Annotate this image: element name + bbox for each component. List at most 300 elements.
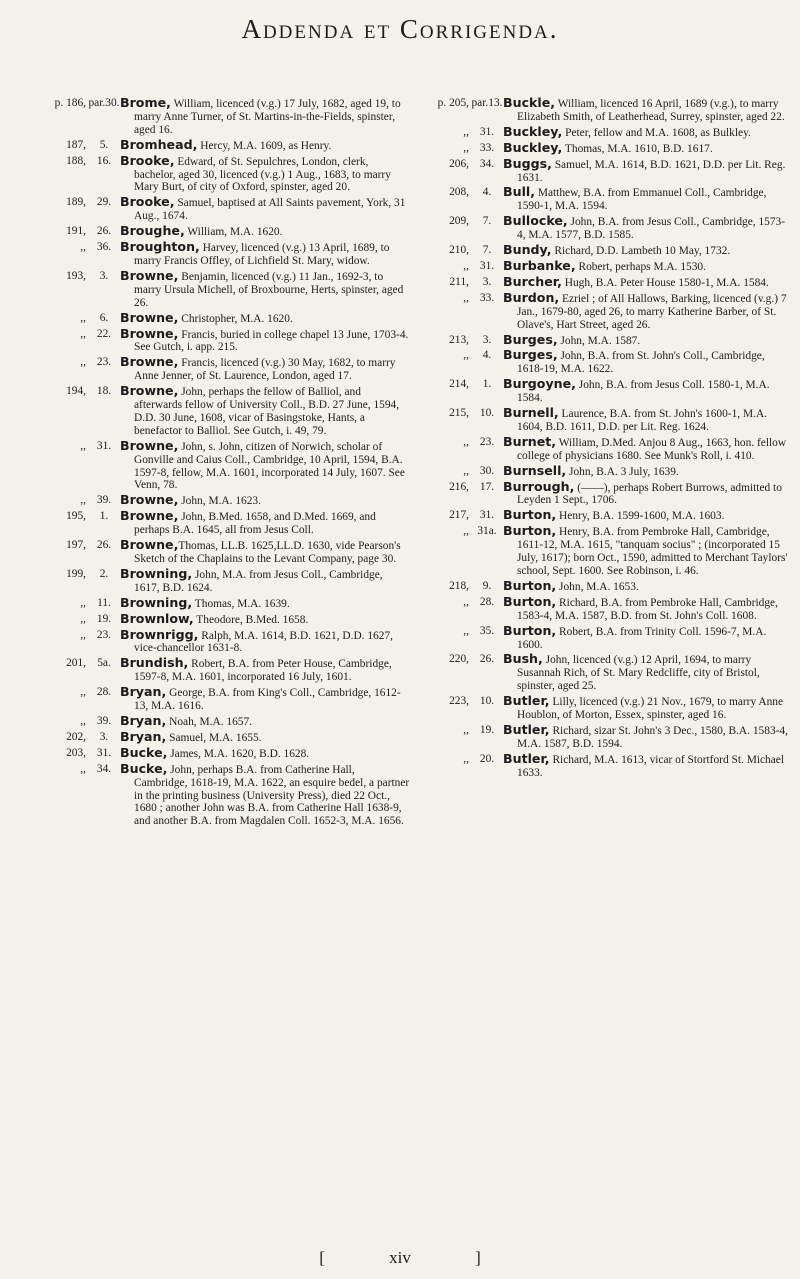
entry-name: Butler, [503, 721, 550, 737]
entry-page: 195, [66, 510, 86, 523]
left-column [28, 97, 410, 830]
entry-name: Broughe, [120, 223, 185, 239]
entry-page: ,, [80, 494, 86, 507]
entry-text: William, licenced (v.g.) 17 July, 1682, aged 19, to marry Anne Turner, of St. Martins-in-the-Fields, spinster, aged 16. [134, 98, 401, 136]
entry-page: 201, [66, 657, 86, 670]
entry-paragraph: 3. [99, 730, 109, 743]
entry-page: 213, [449, 333, 469, 346]
entry-text: William, licenced 16 April, 1689 (v.g.), to marry Elizabeth Smith, of Leatherhead, Surrey, spinster, aged 22. [517, 98, 785, 123]
entry-body [120, 356, 410, 383]
entry-paragraph: 39. [96, 714, 112, 727]
entry-body [503, 289, 793, 332]
entry-name: Brownlow, [120, 610, 194, 626]
entry-name: Buckle, [503, 95, 556, 110]
entry-body [503, 215, 793, 242]
entry-page: ,, [80, 686, 86, 699]
entry-paragraph: 5a. [97, 657, 111, 670]
entry-text: John, B.A. from Jesus Coll., Cambridge, 1573-4, M.A. 1577, B.D. 1585. [517, 216, 786, 242]
entry-name: Bullocke, [503, 213, 568, 229]
entry-text: William, M.A. 1620. [184, 226, 283, 239]
entry [411, 273, 793, 290]
entry-name: Browning, [120, 594, 193, 610]
entry-body [503, 622, 793, 652]
entry-text: John, perhaps the fellow of Balliol, and afterwards fellow of University Coll., B.D. 27 June, 1594, D.D. 30 June, 1608, vicar of Basingstoke, Hants, a benefactor to Balliol. See Gutch, i. 49, 79. [134, 386, 400, 437]
entry-body [120, 610, 410, 627]
entry-body [503, 257, 793, 274]
entry-body [503, 186, 793, 213]
entry-page: 220, [449, 653, 469, 666]
entry-text: Robert, perhaps M.A. 1530. [575, 260, 706, 273]
entry-paragraph: 39. [96, 494, 112, 507]
entry-page: 191, [66, 225, 86, 238]
entry-body [120, 152, 410, 195]
entry-name: Browne, [120, 383, 179, 399]
entry-text: Peter, fellow and M.A. 1608, as Bulkley. [562, 126, 751, 139]
entry-name: Bull, [503, 184, 535, 200]
entry-text: Henry, B.A. 1599-1600, M.A. 1603. [556, 510, 725, 523]
entry-body [503, 478, 793, 508]
entry-text: John, M.A. 1587. [557, 334, 641, 347]
entry-name: Buckley, [503, 139, 563, 155]
entry [28, 356, 410, 383]
entry [411, 378, 793, 405]
entry-paragraph: 19. [96, 612, 112, 625]
entry-body [503, 695, 793, 722]
entry-name: Bryan, [120, 728, 167, 744]
entry [28, 657, 410, 684]
entry [28, 744, 410, 761]
entry-name: Browne, [120, 492, 179, 508]
entry-paragraph: 3. [482, 275, 492, 288]
entry-paragraph: 36. [96, 241, 112, 254]
entry [28, 385, 410, 438]
entry-paragraph: 31. [479, 125, 495, 138]
entry [28, 309, 410, 326]
entry-name: Burcher, [503, 273, 562, 289]
entry-paragraph: 3. [482, 333, 492, 346]
entry [28, 325, 410, 355]
entry-paragraph: 19. [479, 723, 495, 736]
entry-page: 223, [449, 695, 469, 708]
entry-body [503, 525, 793, 578]
entry-body [120, 196, 410, 223]
entry-body [120, 267, 410, 310]
entry-body [120, 539, 410, 566]
entry-page: ,, [463, 595, 469, 608]
entry-paragraph: 9. [482, 579, 492, 592]
entry-text: John, B.Med. 1658, and D.Med. 1669, and perhaps B.A. 1645, all from Jesus Coll. [134, 511, 376, 537]
entry-paragraph: 31. [479, 259, 495, 272]
entry-paragraph: 10. [479, 695, 495, 708]
entry-body [503, 123, 793, 140]
entry-body [503, 273, 793, 290]
entry-body [503, 593, 793, 623]
entry [28, 626, 410, 656]
entry-page: 194, [66, 385, 86, 398]
entry-page: ,, [463, 464, 469, 477]
entry-text: Lilly, licenced (v.g.) 21 Nov., 1679, to marry Anne Houblon, of Morton, Essex, spinster, aged 16. [517, 696, 784, 722]
entry-body [120, 712, 410, 729]
entry-text: George, B.A. from King's Coll., Cambridge, 1612-13, M.A. 1616. [134, 687, 401, 713]
entry-body [120, 97, 410, 137]
entry-paragraph: 20. [479, 752, 495, 765]
entry-body [120, 728, 410, 745]
entry-body [120, 225, 410, 239]
entry-paragraph: 6. [99, 311, 109, 324]
entry-text: John, M.A. from Jesus Coll., Cambridge, 1617, B.D. 1624. [134, 568, 383, 594]
entry [411, 593, 793, 623]
entry-paragraph: 34. [479, 157, 495, 170]
entry-page: 189, [66, 196, 86, 209]
entry-paragraph: 31. [96, 746, 112, 759]
entry-paragraph: 2. [99, 567, 109, 580]
entry [28, 97, 410, 137]
entry-body [503, 155, 793, 185]
entry-name: Burges, [503, 331, 558, 347]
entry-name: Burton, [503, 507, 557, 523]
entry-paragraph: 31. [96, 439, 112, 452]
entry-page: 210, [449, 244, 469, 257]
entry [28, 760, 410, 829]
entry-body [503, 653, 793, 693]
entry-page: 199, [66, 567, 86, 580]
entry-paragraph: par.13. [471, 97, 503, 109]
entry-paragraph: 23. [96, 356, 112, 369]
entry [28, 152, 410, 195]
entry-body [120, 241, 410, 268]
entry-body [120, 626, 410, 656]
entry [28, 437, 410, 493]
entry [411, 525, 793, 578]
entry [411, 97, 793, 124]
entry-name: Bundy, [503, 242, 552, 258]
entry-name: Bryan, [120, 684, 167, 700]
entry-text: John, B.A. from Jesus Coll. 1580-1, M.A. 1584. [517, 379, 770, 405]
entry-paragraph: 4. [482, 349, 492, 362]
entry-page: 188, [66, 154, 86, 167]
entry-text: James, M.A. 1620, B.D. 1628. [167, 747, 310, 760]
entry-name: Butler, [503, 693, 550, 709]
entry-name: Bucke, [120, 760, 168, 776]
entry-text: Harvey, licenced (v.g.) 13 April, 1689, to marry Francis Offley, of Lichfield St. Mary, widow. [134, 242, 390, 267]
entry-name: Burbanke, [503, 257, 576, 273]
entry-name: Browne, [120, 325, 179, 341]
entry [411, 462, 793, 479]
entry [28, 610, 410, 627]
entry [411, 622, 793, 652]
entry-page: ,, [463, 624, 469, 637]
entry-paragraph: 23. [96, 628, 112, 641]
entry-text: Richard, M.A. 1613, vicar of Stortford St. Michael 1633. [517, 753, 785, 779]
entry-text: Hercy, M.A. 1609, as Henry. [197, 139, 332, 152]
entry-body [120, 136, 410, 153]
entry-body [120, 565, 410, 595]
entry-name: Butler, [503, 750, 550, 766]
entry-text: Hugh, B.A. Peter House 1580-1, M.A. 1584. [561, 276, 769, 289]
entry-paragraph: 5. [99, 138, 109, 151]
entry-body [503, 349, 793, 376]
entry [28, 712, 410, 729]
entry-paragraph: 10. [479, 407, 495, 420]
entry [28, 241, 410, 268]
entry [28, 225, 410, 239]
entry-name: Bromhead, [120, 136, 198, 152]
entry-paragraph: 1. [482, 378, 492, 391]
entry-page: ,, [463, 259, 469, 272]
entry-paragraph: 33. [479, 291, 495, 304]
entry-name: Burton, [503, 593, 557, 609]
entry-text: Ezriel ; of All Hallows, Barking, licenced (v.g.) 7 Jan., 1679-80, aged 26, to marry Katherine Barber, of St. Olave's, Hart Street, aged 26. [517, 292, 787, 331]
entry [411, 186, 793, 213]
entry-text: John, M.A. 1623. [178, 495, 261, 508]
entry-body [503, 139, 793, 156]
entry [411, 721, 793, 751]
entry-page: ,, [80, 327, 86, 340]
entry-name: Burgoyne, [503, 376, 576, 392]
entry [411, 509, 793, 523]
entry-text: John, M.A. 1653. [556, 580, 639, 593]
entry-name: Burges, [503, 347, 558, 363]
entry-paragraph: 31. [479, 509, 495, 522]
entry-text: Thomas, M.A. 1610, B.D. 1617. [562, 142, 713, 155]
entry-paragraph: 26. [479, 653, 495, 666]
entry-page: ,, [463, 141, 469, 154]
entry-name: Browne, [120, 508, 179, 524]
entry-body [120, 760, 410, 829]
entry-text: Richard, sizar St. John's 3 Dec., 1580, B.A. 1583-4, M.A. 1587, B.D. 1594. [517, 724, 788, 750]
entry-text: William, D.Med. Anjou 8 Aug., 1663, hon. fellow college of physicians 1680. See Munk's Roll, i. 410. [517, 436, 787, 462]
entry-body [120, 437, 410, 493]
right-column [411, 97, 793, 782]
entry-paragraph: 16. [96, 154, 112, 167]
entry-name: Browne, [120, 309, 179, 325]
entry-paragraph: 11. [97, 596, 111, 609]
entry [411, 750, 793, 780]
entry [411, 349, 793, 376]
entry-name: Brome, [120, 95, 171, 110]
entry [411, 289, 793, 332]
entry-text: John, B.A. from St. John's Coll., Cambridge, 1618-19, M.A. 1622. [517, 350, 765, 376]
entry-paragraph: 7. [482, 215, 492, 228]
entry-text: John, s. John, citizen of Norwich, scholar of Gonville and Caius Coll., Cambridge, 10 April, 1594, B.A. 1597-8, fellow, M.A. 1601, incorporated 14 July, 1607. See Venn, 78. [134, 440, 405, 492]
entry-body [503, 407, 793, 434]
entry-paragraph: 28. [96, 686, 112, 699]
entry-paragraph: 22. [96, 327, 112, 340]
entry-text: Samuel, baptised at All Saints pavement, York, 31 Aug., 1674. [134, 197, 406, 223]
entry-page: ,, [463, 125, 469, 138]
entry-paragraph: 18. [96, 385, 112, 398]
entry-page: 208, [449, 186, 469, 199]
entry-name: Burnsell, [503, 462, 567, 478]
entry [28, 267, 410, 310]
entry-body [503, 244, 793, 258]
entry-page: ,, [80, 762, 86, 775]
footer-close-bracket: ] [475, 1248, 481, 1267]
entry-name: Buggs, [503, 155, 552, 171]
entry-name: Bryan, [120, 712, 167, 728]
entry-body [503, 433, 793, 463]
entry-name: Broughton, [120, 239, 200, 255]
entry-page: ,, [80, 241, 86, 254]
entry-name: Burnell, [503, 405, 559, 421]
entry-body [120, 510, 410, 537]
page-title: Addenda et Corrigenda. [241, 14, 559, 44]
page-number-footer [0, 1248, 800, 1268]
entry-paragraph: 29. [96, 196, 112, 209]
entry-body [503, 331, 793, 348]
entry [28, 686, 410, 713]
entry [411, 433, 793, 463]
entry-text: Noah, M.A. 1657. [166, 715, 253, 728]
entry-body [120, 744, 410, 761]
entry-body [503, 378, 793, 405]
entry-text: John, licenced (v.g.) 12 April, 1694, to marry Susannah Rich, of St. Mary Redcliffe, city of Bristol, spinster, aged 25. [517, 654, 760, 693]
entry-name: Burrough, [503, 478, 575, 494]
entry-page: 218, [449, 579, 469, 592]
entry-name: Browne, [120, 437, 179, 453]
entry-paragraph: 33. [479, 141, 495, 154]
entry-name: Browne, [120, 354, 179, 370]
entry-paragraph: 7. [482, 244, 492, 257]
entry [28, 196, 410, 223]
entry-page: ,, [80, 439, 86, 452]
entry-paragraph: 31a. [477, 525, 497, 538]
entry-page: p. 186, [54, 97, 86, 109]
entry-page: ,, [463, 752, 469, 765]
entry [28, 565, 410, 595]
entry [28, 728, 410, 745]
entry-body [120, 309, 410, 326]
entry-page: 197, [66, 539, 86, 552]
entry-text: Samuel, M.A. 1614, B.D. 1621, D.D. per Lit. Reg. 1631. [517, 158, 786, 184]
entry [411, 478, 793, 508]
entry-name: Burton, [503, 577, 557, 593]
entry-paragraph: par.30. [88, 97, 120, 109]
entry-page: 214, [449, 378, 469, 391]
entry-paragraph: 1. [99, 510, 109, 523]
entry-name: Browne, [120, 267, 179, 283]
entry-page: ,, [463, 435, 469, 448]
entry [28, 594, 410, 611]
entry-text: Henry, B.A. from Pembroke Hall, Cambridge, 1611-12, M.A. 1615, "tanquam socius" ; (incorporated 15 July, 1617); born Oct., 1590, admitted to Merchant Taylors' school, Sept. 1600. See Robinson, i. 46. [517, 526, 788, 577]
entry-name: Brooke, [120, 152, 175, 168]
entry-text: Matthew, B.A. from Emmanuel Coll., Cambridge, 1590-1, M.A. 1594. [517, 187, 767, 213]
entry-text: (——), perhaps Robert Burrows, admitted to Leyden 1 Sept., 1706. [517, 481, 782, 507]
entry [411, 257, 793, 274]
entry-body [503, 577, 793, 594]
entry [411, 123, 793, 140]
entry [411, 577, 793, 594]
entry [411, 653, 793, 693]
entry-text: Richard, B.A. from Pembroke Hall, Cambridge, 1583-4, M.A. 1587, B.D. from St. John's Coll. 1608. [517, 596, 778, 622]
entry-page: 216, [449, 480, 469, 493]
entry-body [503, 462, 793, 479]
entry-text: Richard, D.D. Lambeth 10 May, 1732. [551, 245, 731, 258]
entry-page: ,, [80, 356, 86, 369]
entry [411, 331, 793, 348]
entry-body [503, 97, 793, 124]
entry-text: Francis, buried in college chapel 13 June, 1703-4. See Gutch, i. app. 215. [134, 328, 409, 354]
entry-body [120, 686, 410, 713]
entry-name: Brooke, [120, 194, 175, 210]
entry-name: Burnet, [503, 433, 557, 449]
entry [411, 155, 793, 185]
entry-paragraph: 28. [479, 595, 495, 608]
entry-paragraph: 17. [479, 480, 495, 493]
entry-name: Burton, [503, 622, 557, 638]
entry-paragraph: 34. [96, 762, 112, 775]
entry-page: ,, [80, 628, 86, 641]
entry-text: Benjamin, licenced (v.g.) 11 Jan., 1692-3, to marry Ursula Michell, of Broxbourne, Herts, spinster, aged 26. [134, 270, 404, 309]
entry-text: Theodore, B.Med. 1658. [193, 613, 309, 626]
entry-paragraph: 26. [96, 539, 112, 552]
entry [28, 539, 410, 566]
entry-text: Francis, licenced (v.g.) 30 May, 1682, to marry Anne Jenner, of St. Laurence, London, aged 17. [134, 357, 396, 383]
entry [411, 695, 793, 722]
entry-text: Christopher, M.A. 1620. [178, 312, 293, 325]
entry-page: ,, [80, 596, 86, 609]
entry-paragraph: 4. [482, 186, 492, 199]
entry-text: Robert, B.A. from Peter House, Cambridge, 1597-8, M.A. 1601, incorporated 16 July, 1601. [134, 658, 392, 684]
entry-text: Ralph, M.A. 1614, B.D. 1621, D.D. 1627, vice-chancellor 1631-8. [134, 629, 393, 655]
entry-page: 193, [66, 269, 86, 282]
entry-paragraph: 30. [479, 464, 495, 477]
entry-body [503, 509, 793, 523]
entry-body [120, 594, 410, 611]
entry [28, 136, 410, 153]
entry [28, 494, 410, 508]
entry-text: Thomas, M.A. 1639. [192, 597, 290, 610]
entry-text: Laurence, B.A. from St. John's 1600-1, M.A. 1604, B.D. 1611, D.D. per Lit. Reg. 1624. [517, 408, 768, 433]
entry-page: ,, [80, 612, 86, 625]
entry [411, 244, 793, 258]
entry-page: 206, [449, 157, 469, 170]
entry-body [120, 325, 410, 355]
entry [411, 139, 793, 156]
entry-body [120, 657, 410, 684]
entry-page: 187, [66, 138, 86, 151]
entry-page: ,, [463, 525, 469, 538]
entry-page: ,, [80, 311, 86, 324]
entry-page: 211, [449, 275, 469, 288]
entry-name: Bucke, [120, 744, 168, 760]
entry-body [120, 494, 410, 508]
entry-paragraph: 26. [96, 225, 112, 238]
entry-page: ,, [463, 349, 469, 362]
entry-name: Browning, [120, 565, 193, 581]
entry [28, 510, 410, 537]
entry-text: Robert, B.A. from Trinity Coll. 1596-7, M.A. 1600. [517, 625, 767, 651]
footer-open-bracket: [ [319, 1248, 325, 1267]
entry-paragraph: 35. [479, 624, 495, 637]
entry-page: ,, [463, 291, 469, 304]
entry-name: Buckley, [503, 123, 563, 139]
entry-page: 202, [66, 730, 86, 743]
entry-name: Browne, [120, 537, 179, 553]
entry [411, 215, 793, 242]
entry-body [503, 721, 793, 751]
page-number: xiv [389, 1248, 411, 1267]
entry-paragraph: 23. [479, 435, 495, 448]
entry-page: ,, [463, 723, 469, 736]
entry-name: Burton, [503, 523, 557, 539]
entry-page: ,, [80, 714, 86, 727]
entry-name: Burdon, [503, 289, 560, 305]
entry-name: Bush, [503, 651, 543, 667]
entry-page: p. 205, [437, 97, 469, 109]
entry-text: John, B.A. 3 July, 1639. [566, 465, 679, 478]
entry-name: Brownrigg, [120, 626, 199, 642]
